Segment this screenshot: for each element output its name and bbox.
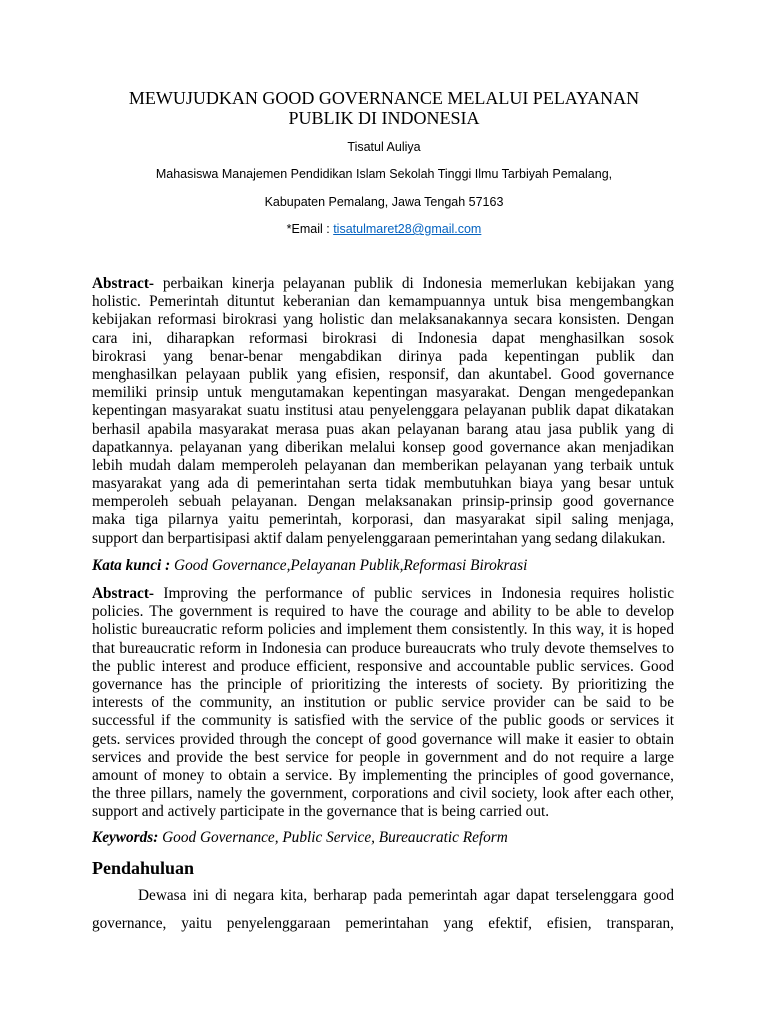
- keywords-line: [92, 829, 674, 847]
- keywords-text: Good Governance, Public Service, Bureaucratic Reform: [162, 829, 508, 846]
- abstract-line: berhasil apabila masyarakat merasa puas akan pelayanan barang atau jasa publik yang di: [92, 420, 674, 438]
- abstract-line: cara ini, diharapkan reformasi birokrasi di Indonesia dapat menghasilkan sosok: [92, 329, 674, 347]
- abstract-english: [92, 585, 674, 821]
- abstract-line: support dan berpartisipasi aktif dalam penyelenggaraan pemerintahan yang sedang dilakukan.: [92, 529, 666, 547]
- abstract-line: kepentingan masyarakat suatu institusi atau penyelenggara pelayanan publik dapat dikatakan: [92, 402, 674, 420]
- abstract-line: the public interest and produce efficient, responsive and accountable public services. Good: [92, 657, 674, 675]
- email-link[interactable]: tisatulmaret28@gmail.com: [333, 222, 482, 236]
- abstract-line: gets. services provided through the concept of good governance will make it easier to obtain: [92, 730, 674, 748]
- abstract-line: maka tiga pilarnya yaitu pemerintah, korporasi, dan masyarakat sipil saling menjaga,: [92, 511, 674, 529]
- abstract-line: support and actively participate in the governance that is being carried out.: [92, 803, 550, 821]
- keywords-text: Good Governance,Pelayanan Publik,Reformasi Birokrasi: [174, 557, 528, 574]
- keywords-label: Kata kunci :: [92, 557, 171, 574]
- abstract-line: interests of the community, an institution or public service provider can be said to be: [92, 694, 674, 712]
- abstract-line-text: perbaikan kinerja pelayanan publik di Indonesia memerlukan kebijakan yang: [162, 275, 674, 292]
- keywords-english: [92, 829, 674, 847]
- abstract-line: masyarakat yang ada di pemerintahan serta tidak membutuhkan biaya yang besar untuk: [92, 475, 674, 493]
- abstract-line: the three pillars, namely the government, corporations and civil society, look after each other,: [92, 785, 674, 803]
- abstract-line: holistic bureaucratic reform policies and implement them consistently. In this way, it is hoped: [92, 621, 674, 639]
- keywords-line: [92, 557, 674, 575]
- email-label: *Email :: [286, 222, 330, 236]
- abstract-label: Abstract-: [92, 585, 155, 602]
- abstract-line: [92, 585, 674, 603]
- abstract-line: memiliki prinsip untuk mengutamakan kepentingan masyarakat. Dengan mengedepankan: [92, 384, 674, 402]
- abstract-indonesian: [92, 275, 674, 548]
- abstract-line: successful if the community is satisfied with the service of the public goods or services it: [92, 712, 674, 730]
- abstract-line-text: Improving the performance of public services in Indonesia requires holistic: [163, 585, 675, 602]
- section-heading: Pendahuluan: [92, 858, 195, 878]
- affiliation-line: Kabupaten Pemalang, Jawa Tengah 57163: [264, 195, 504, 209]
- author-name: Tisatul Auliya: [347, 140, 421, 154]
- abstract-line: policies. The government is required to have the courage and ability to be able to develop: [92, 603, 674, 621]
- affiliation-line: Mahasiswa Manajemen Pendidikan Islam Sekolah Tinggi Ilmu Tarbiyah Pemalang,: [155, 167, 613, 181]
- keywords-indonesian: [92, 557, 674, 575]
- abstract-line: birokrasi yang benar-benar mengabdikan dirinya pada kepentingan publik dan: [92, 347, 674, 365]
- abstract-line: amount of money to obtain a service. By implementing the principles of good governance,: [92, 766, 674, 784]
- abstract-line: that bureaucratic reform in Indonesia can produce bureaucrats who truly devote themselves to: [92, 639, 674, 657]
- introduction-paragraph: [92, 882, 674, 938]
- email-line: [0, 221, 768, 237]
- paper-title: [0, 88, 768, 128]
- abstract-line: lebih mudah dalam memperoleh pelayanan dan memberikan pelayanan yang terbaik untuk: [92, 456, 674, 474]
- abstract-line: kebijakan reformasi birokrasi yang holistic dan melaksanakannya secara konsisten. Dengan: [92, 311, 674, 329]
- abstract-line: memperoleh sebuah pelayanan. Dengan melaksanakan prinsip-prinsip good governance: [92, 493, 674, 511]
- title-line: PUBLIK DI INDONESIA: [288, 108, 480, 128]
- abstract-label: Abstract-: [92, 275, 155, 292]
- abstract-line: services and provide the best service for people in government and do not require a large: [92, 748, 674, 766]
- abstract-line: holistic. Pemerintah dituntut keberanian dan kemampuannya untuk bisa mengembangkan: [92, 293, 674, 311]
- body-line: governance, yaitu penyelenggaraan pemerintahan yang efektif, efisien, transparan,: [92, 915, 674, 932]
- title-line: MEWUJUDKAN GOOD GOVERNANCE MELALUI PELAYANAN: [128, 88, 640, 108]
- abstract-line: governance has the principle of prioritizing the interests of society. By prioritizing the: [92, 675, 674, 693]
- abstract-line: [92, 275, 674, 293]
- abstract-line: dapatkannya. pelayanan yang diberikan melalui konsep good governance akan menjadikan: [92, 438, 674, 456]
- keywords-label: Keywords:: [92, 829, 159, 846]
- abstract-line: menghasilkan pelayaan publik yang efisien, responsif, dan akuntabel. Good governance: [92, 365, 674, 383]
- body-line: Dewasa ini di negara kita, berharap pada pemerintah agar dapat terselenggara good: [138, 887, 674, 904]
